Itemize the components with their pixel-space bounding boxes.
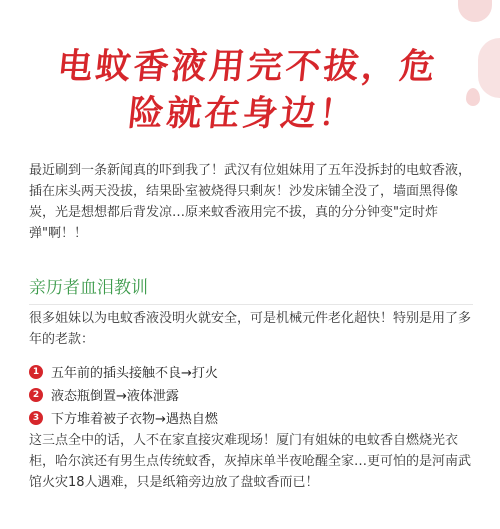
number-badge: 1	[29, 365, 43, 379]
headline-line-2: 险就在身边！	[126, 94, 359, 134]
decor-shape-side	[478, 38, 500, 98]
number-badge: 2	[29, 388, 43, 402]
intro-paragraph: 最近刷到一条新闻真的吓到我了！武汉有位姐妹用了五年没拆封的电蚊香液，插在床头两天没拔，结果卧室被烧得只剩灰！沙发床铺全没了，墙面黑得像炭，光是想想都后背发凉…原来蚊香液用完不拔，真的分分钟变"定时炸弹"啊！！	[29, 163, 472, 241]
decor-drop-icon	[466, 88, 480, 106]
hazard-list	[29, 360, 473, 429]
list-item	[29, 360, 473, 383]
headline-line-1: 电蚊香液用完不拔，危	[55, 47, 440, 87]
list-item-text: 液态瓶倒置→液体泄露	[51, 389, 179, 404]
decor-shape-top	[458, 0, 492, 22]
closing-paragraph: 这三点全中的话，人不在家直接灾难现场！厦门有姐妹的电蚊香自燃烧光衣柜，哈尔滨还有男生点传统蚊香，灰掉床单半夜呛醒全家…更可怕的是河南武馆火灾18人遇难，只是纸箱旁边放了盘蚊香而已！	[29, 433, 472, 490]
list-item-text: 下方堆着被子衣物→遇热自燃	[51, 412, 218, 427]
section-divider	[29, 304, 473, 305]
list-item-text: 五年前的插头接触不良→打火	[51, 366, 218, 381]
list-item	[29, 406, 473, 429]
section-title: 亲历者血泪教训	[29, 278, 148, 298]
number-badge: 3	[29, 411, 43, 425]
list-item	[29, 383, 473, 406]
hero-banner	[0, 0, 500, 148]
headline	[25, 44, 465, 138]
section-lead-paragraph: 很多姐妹以为电蚊香液没明火就安全，可是机械元件老化超快！特别是用了多年的老款：	[29, 311, 472, 347]
